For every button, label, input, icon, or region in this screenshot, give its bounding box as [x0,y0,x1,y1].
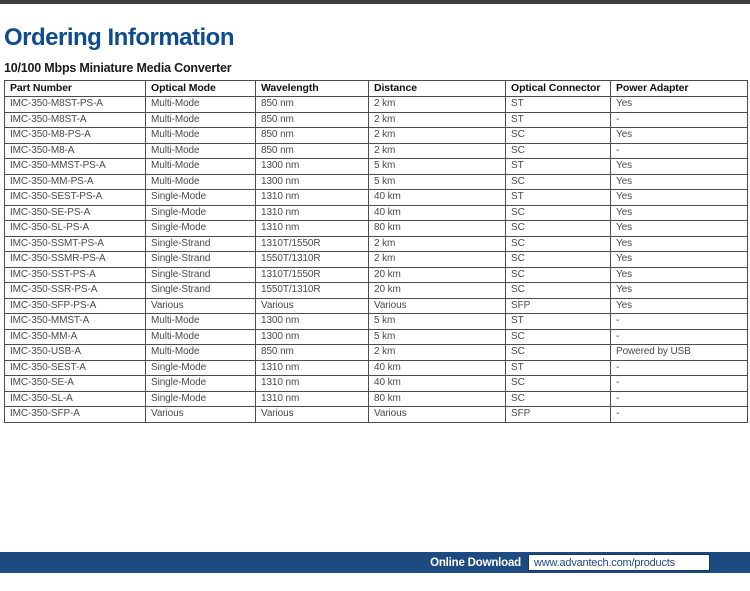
table-cell: ST [506,97,611,113]
table-cell: - [611,112,748,128]
table-row [5,407,748,423]
table-cell: Multi-Mode [146,143,256,159]
table-cell: Single-Mode [146,360,256,376]
table-cell: Powered by USB [611,345,748,361]
table-cell: IMC-350-SST-PS-A [5,267,146,283]
table-cell: - [611,143,748,159]
table-cell: Yes [611,97,748,113]
table-cell: IMC-350-M8ST-A [5,112,146,128]
table-cell: 850 nm [256,97,369,113]
table-row [5,360,748,376]
table-cell: 850 nm [256,112,369,128]
table-cell: Single-Strand [146,252,256,268]
column-header-power-adapter: Power Adapter [611,81,748,97]
table-cell: 1300 nm [256,329,369,345]
table-row [5,128,748,144]
table-cell: 40 km [369,376,506,392]
table-cell: IMC-350-SL-PS-A [5,221,146,237]
table-cell: SC [506,252,611,268]
table-cell: SC [506,128,611,144]
table-cell: Multi-Mode [146,159,256,175]
table-cell: SC [506,205,611,221]
table-cell: IMC-350-SEST-PS-A [5,190,146,206]
table-cell: Yes [611,190,748,206]
table-cell: Single-Mode [146,205,256,221]
footer-bar [0,552,750,573]
table-cell: 1300 nm [256,314,369,330]
table-cell: Single-Mode [146,221,256,237]
table-row [5,190,748,206]
table-cell: SC [506,283,611,299]
table-cell: - [611,376,748,392]
table-cell: Yes [611,205,748,221]
table-cell: Single-Mode [146,391,256,407]
table-cell: 80 km [369,221,506,237]
table-cell: Yes [611,159,748,175]
table-cell: IMC-350-MM-A [5,329,146,345]
table-cell: 1310 nm [256,360,369,376]
table-cell: IMC-350-SL-A [5,391,146,407]
page-subtitle: 10/100 Mbps Miniature Media Converter [4,61,232,75]
table-cell: SC [506,236,611,252]
table-cell: 1310 nm [256,190,369,206]
top-divider-bar [0,0,750,4]
table-cell: 2 km [369,128,506,144]
table-cell: Single-Mode [146,376,256,392]
table-header-row [5,81,748,97]
table-cell: IMC-350-MMST-A [5,314,146,330]
table-row [5,283,748,299]
table-cell: 5 km [369,314,506,330]
download-url-text: www.advantech.com/products [534,556,675,569]
table-cell: Multi-Mode [146,345,256,361]
table-cell: 5 km [369,329,506,345]
table-row [5,252,748,268]
table-cell: Yes [611,174,748,190]
table-cell: Multi-Mode [146,128,256,144]
table-cell: 5 km [369,174,506,190]
table-cell: SC [506,221,611,237]
table-cell: Multi-Mode [146,174,256,190]
page-title: Ordering Information [4,24,234,51]
table-row [5,143,748,159]
table-row [5,97,748,113]
table-cell: Various [369,298,506,314]
table-cell: 80 km [369,391,506,407]
table-body [5,97,748,423]
table-cell: IMC-350-SSMT-PS-A [5,236,146,252]
table-row [5,221,748,237]
table-cell: IMC-350-USB-A [5,345,146,361]
table-cell: 1550T/1310R [256,283,369,299]
table-cell: ST [506,360,611,376]
table-cell: SC [506,391,611,407]
table-row [5,376,748,392]
table-row [5,112,748,128]
table-cell: ST [506,190,611,206]
table-cell: IMC-350-M8-A [5,143,146,159]
table-cell: Yes [611,298,748,314]
table-row [5,159,748,175]
table-cell: 1310 nm [256,376,369,392]
table-cell: IMC-350-SFP-A [5,407,146,423]
table-cell: 1310T/1550R [256,267,369,283]
table-cell: Single-Strand [146,267,256,283]
table-cell: 1310 nm [256,205,369,221]
column-header-wavelength: Wavelength [256,81,369,97]
column-header-distance: Distance [369,81,506,97]
table-cell: Yes [611,128,748,144]
table-cell: 2 km [369,252,506,268]
table-cell: 2 km [369,236,506,252]
table-row [5,345,748,361]
table-cell: 1550T/1310R [256,252,369,268]
table-cell: IMC-350-SSMR-PS-A [5,252,146,268]
table-cell: ST [506,112,611,128]
table-cell: - [611,407,748,423]
table-cell: IMC-350-SSR-PS-A [5,283,146,299]
table-header [5,81,748,97]
table-row [5,174,748,190]
table-cell: SC [506,345,611,361]
table-cell: IMC-350-M8ST-PS-A [5,97,146,113]
download-url-box[interactable] [528,554,710,571]
table-cell: Yes [611,221,748,237]
table-cell: Yes [611,252,748,268]
table-row [5,391,748,407]
table-cell: 2 km [369,143,506,159]
table-cell: 1300 nm [256,159,369,175]
table-cell: Multi-Mode [146,329,256,345]
table-cell: 20 km [369,283,506,299]
table-cell: ST [506,159,611,175]
online-download-label: Online Download [430,556,521,569]
table-cell: IMC-350-MMST-PS-A [5,159,146,175]
table-cell: 850 nm [256,345,369,361]
table-cell: SC [506,376,611,392]
column-header-optical-connector: Optical Connector [506,81,611,97]
table-cell: Yes [611,267,748,283]
table-row [5,314,748,330]
table-cell: SC [506,174,611,190]
table-cell: 2 km [369,112,506,128]
table-cell: SFP [506,298,611,314]
table-cell: Single-Strand [146,283,256,299]
table-cell: 5 km [369,159,506,175]
table-row [5,329,748,345]
table-cell: SC [506,329,611,345]
table-cell: - [611,314,748,330]
table-cell: IMC-350-MM-PS-A [5,174,146,190]
table-cell: Single-Strand [146,236,256,252]
table-cell: Various [256,407,369,423]
table-cell: - [611,360,748,376]
table-cell: Various [369,407,506,423]
table-cell: 850 nm [256,128,369,144]
table-row [5,298,748,314]
table-cell: Single-Mode [146,190,256,206]
table-cell: - [611,391,748,407]
table-cell: 40 km [369,360,506,376]
table-cell: IMC-350-SEST-A [5,360,146,376]
table-cell: Multi-Mode [146,112,256,128]
column-header-optical-mode: Optical Mode [146,81,256,97]
table-row [5,267,748,283]
table-cell: Multi-Mode [146,97,256,113]
table-cell: 20 km [369,267,506,283]
ordering-table [4,80,748,423]
table-cell: 40 km [369,190,506,206]
table-cell: 2 km [369,345,506,361]
table-cell: - [611,329,748,345]
table-cell: SC [506,267,611,283]
table-cell: SFP [506,407,611,423]
table-cell: 1300 nm [256,174,369,190]
column-header-part-number: Part Number [5,81,146,97]
table-cell: Yes [611,236,748,252]
table-row [5,205,748,221]
table-cell: 850 nm [256,143,369,159]
table-cell: Various [146,298,256,314]
table-cell: IMC-350-SE-A [5,376,146,392]
table-cell: 1310T/1550R [256,236,369,252]
table-row [5,236,748,252]
table-cell: Yes [611,283,748,299]
table-cell: IMC-350-SE-PS-A [5,205,146,221]
table-cell: IMC-350-SFP-PS-A [5,298,146,314]
table-cell: 1310 nm [256,221,369,237]
table-cell: ST [506,314,611,330]
table-cell: Various [256,298,369,314]
table-cell: 2 km [369,97,506,113]
table-cell: SC [506,143,611,159]
table-cell: 1310 nm [256,391,369,407]
table-cell: 40 km [369,205,506,221]
table-cell: IMC-350-M8-PS-A [5,128,146,144]
table-cell: Various [146,407,256,423]
table-cell: Multi-Mode [146,314,256,330]
